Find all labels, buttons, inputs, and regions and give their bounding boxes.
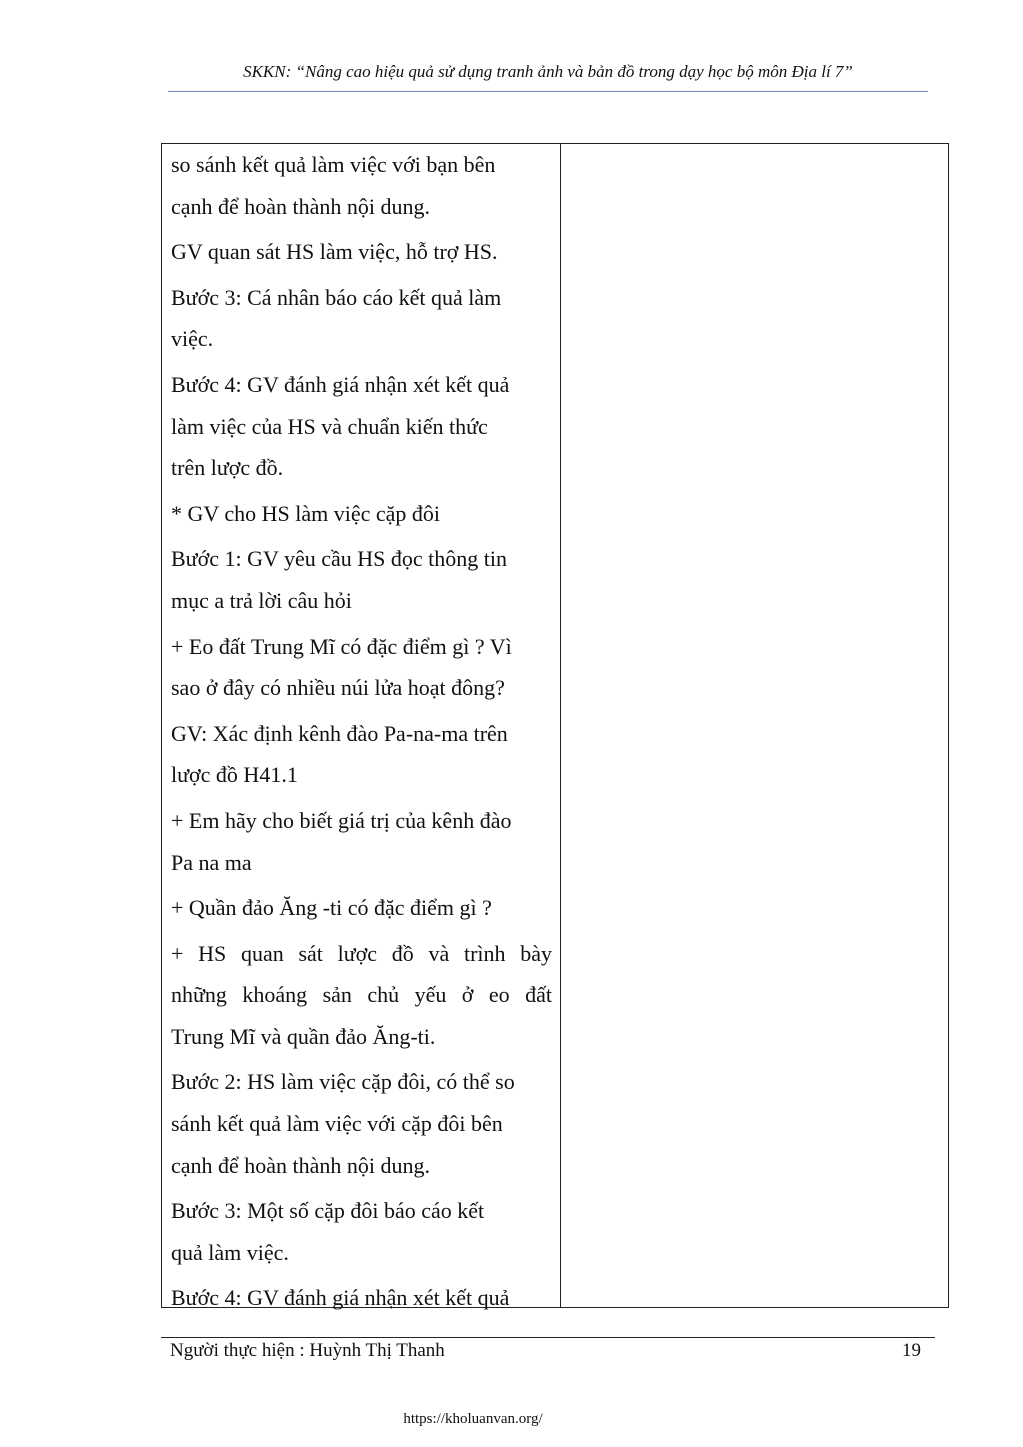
page-number: 19: [902, 1340, 921, 1361]
text-line: lược đồ H41.1: [171, 762, 298, 788]
text-line: Trung Mĩ và quần đảo Ăng-ti.: [171, 1023, 436, 1049]
header-divider: [168, 91, 928, 92]
text-line: những khoáng sản chủ yếu ở eo đất: [171, 982, 552, 1008]
text-line: Bước 4: GV đánh giá nhận xét kết quả: [171, 371, 510, 397]
text-line: Bước 3: Cá nhân báo cáo kết quả làm: [171, 284, 502, 310]
text-line: + Em hãy cho biết giá trị của kênh đào: [171, 807, 512, 833]
text-line: Bước 3: Một số cặp đôi báo cáo kết: [171, 1198, 485, 1224]
footer-divider: [161, 1337, 935, 1338]
footer-author: Người thực hiện : Huỳnh Thị Thanh: [170, 1340, 445, 1361]
text-line: làm việc của HS và chuẩn kiến thức: [171, 413, 488, 439]
text-line: sánh kết quả làm việc với cặp đôi bên: [171, 1111, 503, 1137]
text-line: GV: Xác định kênh đào Pa-na-ma trên: [171, 720, 508, 746]
text-line: Bước 1: GV yêu cầu HS đọc thông tin: [171, 546, 508, 572]
text-line: việc.: [171, 326, 214, 352]
lesson-table: [161, 143, 949, 1311]
document-header-title: SKKN: “Nâng cao hiệu quả sử dụng tranh ảnh và bản đồ trong dạy học bộ môn Địa lí 7”: [243, 62, 853, 81]
table-column-divider: [560, 144, 561, 1307]
text-line: sao ở đây có nhiều núi lửa hoạt đông?: [171, 675, 505, 701]
text-line: Pa na ma: [171, 849, 252, 875]
table-cell-content-empty: [562, 144, 948, 1307]
text-line: quả làm việc.: [171, 1239, 289, 1265]
text-line: * GV cho HS làm việc cặp đôi: [171, 500, 441, 526]
text-line: + Quần đảo Ăng -ti có đặc điểm gì ?: [171, 895, 492, 921]
text-line: cạnh để hoàn thành nội dung.: [171, 1152, 431, 1178]
table-cell-activities: [171, 144, 552, 1319]
text-line: trên lược đồ.: [171, 455, 284, 481]
text-line: so sánh kết quả làm việc với bạn bên: [171, 152, 496, 177]
text-line: + HS quan sát lược đồ và trình bày: [171, 940, 552, 966]
text-line: Bước 2: HS làm việc cặp đôi, có thể so: [171, 1069, 515, 1095]
text-line: GV quan sát HS làm việc, hỗ trợ HS.: [171, 239, 498, 265]
text-line: cạnh để hoàn thành nội dung.: [171, 193, 431, 219]
text-line: Bước 4: GV đánh giá nhận xét kết quả: [171, 1285, 510, 1311]
source-url-link[interactable]: https://kholuanvan.org/: [403, 1411, 543, 1427]
text-line: + Eo đất Trung Mĩ có đặc điểm gì ? Vì: [171, 633, 512, 659]
text-line: mục a trả lời câu hỏi: [171, 587, 352, 613]
